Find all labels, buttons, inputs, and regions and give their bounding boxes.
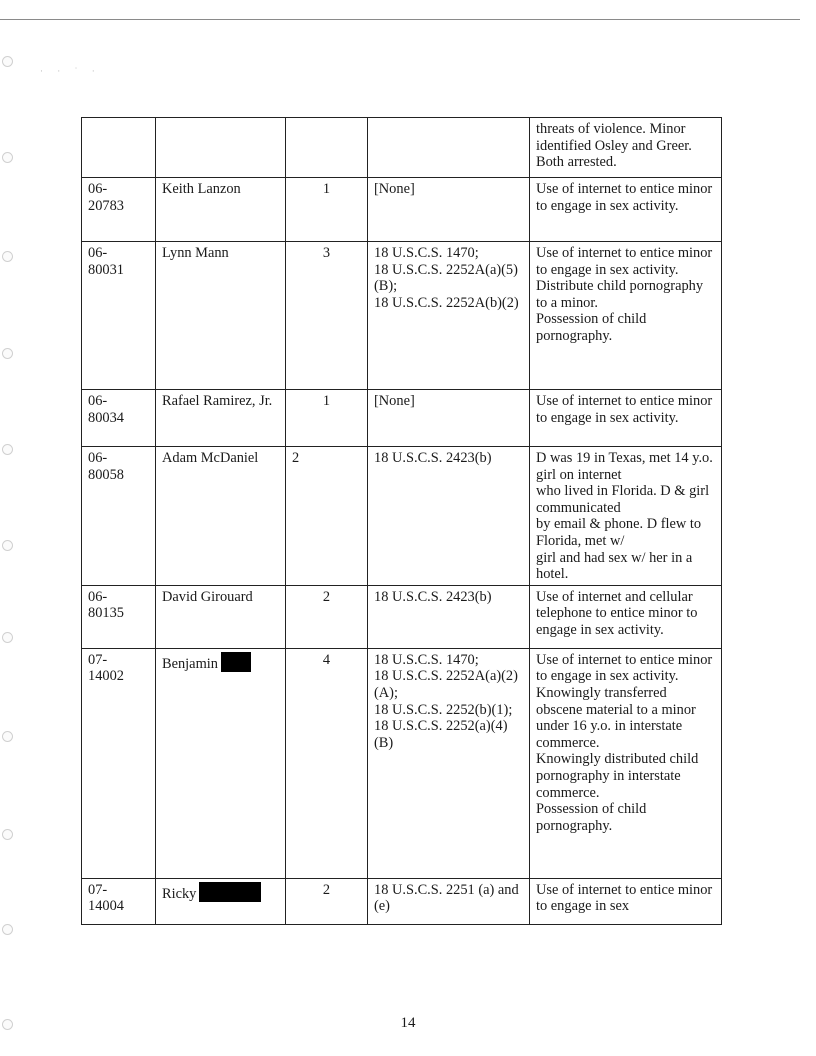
table-row	[82, 390, 722, 447]
count-value: 2	[322, 881, 331, 898]
description-line: Possession of child pornography.	[536, 311, 647, 344]
statute-line: 18 U.S.C.S. 2252(b)(1);	[374, 701, 513, 718]
statute-line: 18 U.S.C.S. 2252A(a)(5)(B);	[374, 261, 518, 295]
case-number-prefix: 07-	[88, 651, 108, 668]
description-cell	[530, 178, 722, 242]
count-cell	[286, 118, 368, 178]
case-number-cell	[82, 447, 156, 586]
statutes-cell	[368, 585, 530, 648]
description-line: Knowingly transferred obscene material to a minor under 16 y.o. in interstate commerce.	[536, 684, 696, 751]
table-row	[82, 447, 722, 586]
statute-line: 18 U.S.C.S. 2423(b)	[374, 450, 492, 466]
table-row	[82, 648, 722, 878]
case-number-cell	[82, 585, 156, 648]
defendant-cell	[156, 242, 286, 390]
count-cell	[286, 178, 368, 242]
description-cell	[530, 118, 722, 178]
punch-hole	[2, 348, 13, 359]
statute-line: 18 U.S.C.S. 2252A(a)(2)(A);	[374, 668, 518, 701]
defendant-cell	[156, 390, 286, 447]
defendant-cell	[156, 648, 286, 878]
redaction-bar	[221, 652, 251, 672]
table-row	[82, 585, 722, 648]
defendant-name: Rafael Ramirez, Jr.	[162, 393, 273, 409]
count-value: 2	[292, 450, 300, 466]
statutes-cell	[368, 447, 530, 586]
statute-line: 18 U.S.C.S. 2423(b)	[374, 588, 492, 605]
case-table	[81, 117, 722, 925]
punch-hole	[2, 924, 13, 935]
statutes-cell	[368, 178, 530, 242]
description-line: who lived in Florida. D & girl communicated	[536, 483, 710, 516]
defendant-name: Keith Lanzon	[162, 181, 241, 197]
case-number-cell	[82, 242, 156, 390]
count-value: 4	[322, 651, 331, 668]
case-number-suffix: 80031	[88, 261, 124, 278]
page-number: 14	[400, 1015, 416, 1031]
punch-hole	[2, 632, 13, 643]
statute-line: 18 U.S.C.S. 1470;	[374, 651, 479, 668]
description-line: by email & phone. D flew to Florida, met w/	[536, 516, 702, 549]
description-cell	[530, 585, 722, 648]
case-number-suffix: 80034	[88, 409, 124, 426]
case-number-cell	[82, 118, 156, 178]
case-number-suffix: 80058	[88, 466, 124, 483]
case-number-suffix: 14002	[88, 668, 124, 685]
count-cell	[286, 242, 368, 390]
statute-line: 18 U.S.C.S. 2252(a)(4)(B)	[374, 718, 508, 751]
case-number-prefix: 07-	[88, 881, 108, 898]
case-number-cell	[82, 178, 156, 242]
scan-specks: · · ˙ ·	[40, 66, 101, 76]
case-number-prefix: 06-	[88, 393, 108, 409]
description-cell	[530, 242, 722, 390]
defendant-cell	[156, 878, 286, 924]
punch-hole	[2, 444, 13, 455]
count-cell	[286, 390, 368, 447]
punch-hole	[2, 56, 13, 67]
count-value: 1	[322, 181, 331, 197]
count-value: 1	[322, 393, 331, 409]
description-cell	[530, 447, 722, 586]
case-number-suffix: 20783	[88, 197, 124, 214]
description-line: Use of internet to entice minor to engage in sex activity.	[536, 181, 713, 214]
description-line: Knowingly distributed child pornography in interstate commerce.	[536, 751, 699, 801]
description-line: D was 19 in Texas, met 14 y.o. girl on internet	[536, 450, 713, 483]
case-number-suffix: 80135	[88, 605, 124, 622]
count-cell	[286, 447, 368, 586]
description-line: Use of internet and cellular telephone to entice minor to engage in sex activity.	[536, 588, 698, 638]
case-number-prefix: 06-	[88, 588, 108, 605]
case-number-cell	[82, 648, 156, 878]
defendant-name: Benjamin	[162, 655, 218, 672]
description-line: Use of internet to entice minor to engage in sex activity.	[536, 393, 713, 426]
statutes-cell	[368, 648, 530, 878]
description-line: threats of violence. Minor identified Osley and Greer. Both arrested.	[536, 121, 692, 171]
description-line: Use of internet to entice minor to engage in sex activity.	[536, 245, 713, 278]
statute-line: [None]	[374, 181, 415, 197]
count-value: 2	[322, 588, 331, 605]
defendant-cell	[156, 447, 286, 586]
statute-line: 18 U.S.C.S. 2251 (a) and (e)	[374, 881, 519, 915]
count-cell	[286, 878, 368, 924]
defendant-cell	[156, 585, 286, 648]
description-line: Distribute child pornography to a minor.	[536, 278, 704, 311]
defendant-name: Adam McDaniel	[162, 450, 259, 466]
description-line: Use of internet to entice minor to engage in sex	[536, 881, 713, 915]
statutes-cell	[368, 878, 530, 924]
table-row	[82, 242, 722, 390]
defendant-cell	[156, 178, 286, 242]
description-line: Possession of child pornography.	[536, 801, 647, 834]
table-row	[82, 118, 722, 178]
redaction-bar	[199, 882, 261, 902]
description-cell	[530, 878, 722, 924]
statutes-cell	[368, 390, 530, 447]
case-number-cell	[82, 390, 156, 447]
case-number-suffix: 14004	[88, 898, 124, 915]
punch-hole	[2, 540, 13, 551]
description-cell	[530, 648, 722, 878]
case-number-prefix: 06-	[88, 450, 108, 466]
table-row	[82, 878, 722, 924]
statute-line: 18 U.S.C.S. 2252A(b)(2)	[374, 294, 519, 311]
case-number-prefix: 06-	[88, 181, 108, 197]
count-cell	[286, 648, 368, 878]
defendant-name: Lynn Mann	[162, 245, 229, 261]
defendant-name: Ricky	[162, 885, 197, 902]
statute-line: [None]	[374, 393, 415, 409]
case-number-cell	[82, 878, 156, 924]
punch-hole	[2, 152, 13, 163]
count-value: 3	[322, 245, 331, 261]
table-row	[82, 178, 722, 242]
description-line: girl and had sex w/ her in a hotel.	[536, 549, 693, 583]
top-rule	[0, 19, 800, 20]
punch-hole	[2, 829, 13, 840]
defendant-name: David Girouard	[162, 588, 253, 605]
statutes-cell	[368, 242, 530, 390]
punch-hole	[2, 251, 13, 262]
statute-line: 18 U.S.C.S. 1470;	[374, 245, 479, 261]
description-line: Use of internet to entice minor to engage in sex activity.	[536, 651, 713, 685]
case-number-prefix: 06-	[88, 245, 108, 261]
count-cell	[286, 585, 368, 648]
defendant-cell	[156, 118, 286, 178]
punch-hole	[2, 731, 13, 742]
description-cell	[530, 390, 722, 447]
statutes-cell	[368, 118, 530, 178]
